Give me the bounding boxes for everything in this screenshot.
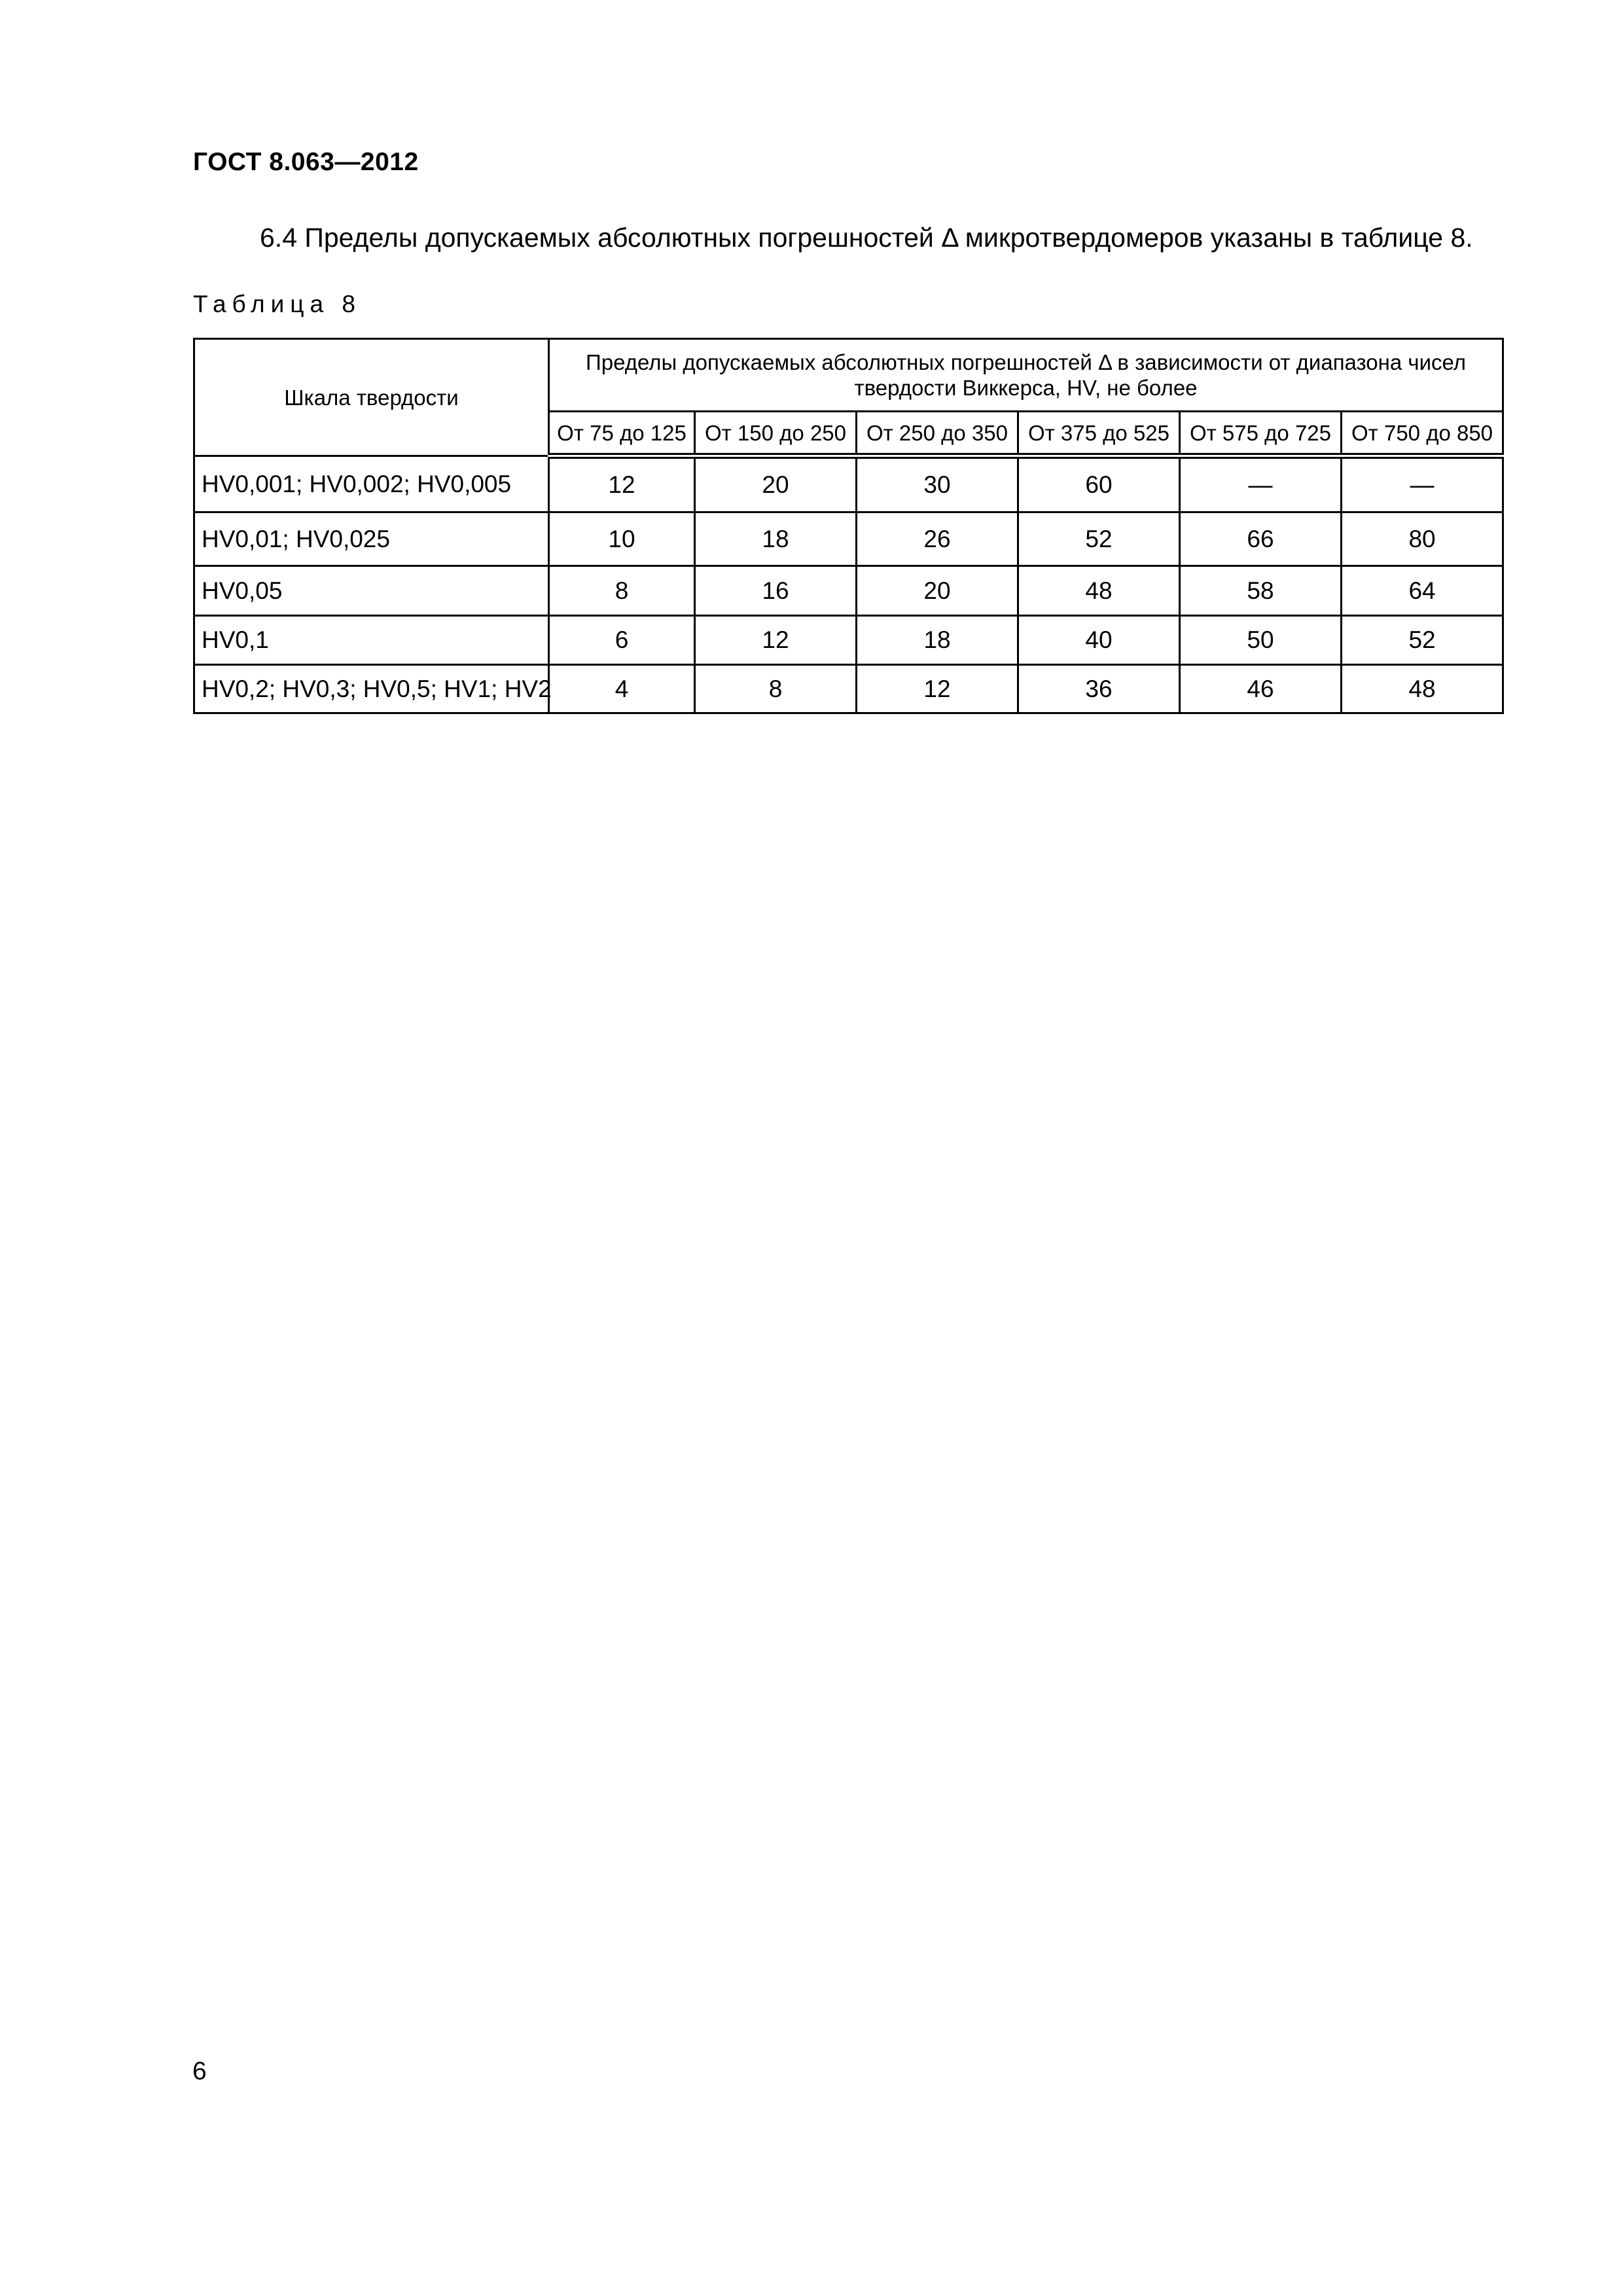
document-code: ГОСТ 8.063—2012 (193, 148, 419, 176)
value-cell: 30 (857, 456, 1018, 512)
scale-column-header: Шкала твердости (194, 339, 549, 456)
limits-column-header: Пределы допускаемых абсолютных погрешностей Δ в зависимости от диапазона чисел твердости Виккерса, HV, не более (549, 339, 1503, 412)
value-cell: 8 (549, 566, 695, 616)
value-cell: 60 (1018, 456, 1180, 512)
value-cell: 10 (549, 512, 695, 566)
value-cell: 20 (695, 456, 857, 512)
range-header: От 575 до 725 (1180, 412, 1342, 456)
range-header: От 375 до 525 (1018, 412, 1180, 456)
table-row (194, 456, 1503, 512)
value-cell: 52 (1342, 616, 1503, 665)
section-paragraph: 6.4 Пределы допускаемых абсолютных погрешностей Δ микротвердомеров указаны в таблице 8. (260, 223, 1473, 253)
value-cell: 18 (857, 616, 1018, 665)
value-cell: 50 (1180, 616, 1342, 665)
value-cell: 12 (695, 616, 857, 665)
table-row (194, 566, 1503, 616)
value-cell: 46 (1180, 665, 1342, 713)
range-header: От 75 до 125 (549, 412, 695, 456)
value-cell: 58 (1180, 566, 1342, 616)
error-limits-table (193, 338, 1504, 714)
table-row (194, 512, 1503, 566)
value-cell: — (1180, 456, 1342, 512)
value-cell: 6 (549, 616, 695, 665)
value-cell: 18 (695, 512, 857, 566)
value-cell: — (1342, 456, 1503, 512)
value-cell: 80 (1342, 512, 1503, 566)
value-cell: 40 (1018, 616, 1180, 665)
value-cell: 36 (1018, 665, 1180, 713)
value-cell: 8 (695, 665, 857, 713)
range-header: От 750 до 850 (1342, 412, 1503, 456)
table-caption: Таблица 8 (193, 291, 361, 317)
table-row (194, 616, 1503, 665)
table-row (194, 665, 1503, 713)
scale-cell: HV0,001; HV0,002; HV0,005 (194, 456, 549, 512)
value-cell: 26 (857, 512, 1018, 566)
range-header: От 250 до 350 (857, 412, 1018, 456)
scale-cell: HV0,1 (194, 616, 549, 665)
value-cell: 20 (857, 566, 1018, 616)
range-header: От 150 до 250 (695, 412, 857, 456)
value-cell: 12 (549, 456, 695, 512)
scale-cell: HV0,05 (194, 566, 549, 616)
table-header-row (194, 339, 1503, 412)
value-cell: 64 (1342, 566, 1503, 616)
scale-cell: HV0,01; HV0,025 (194, 512, 549, 566)
value-cell: 12 (857, 665, 1018, 713)
scale-cell: HV0,2; HV0,3; HV0,5; HV1; HV2 (194, 665, 549, 713)
value-cell: 48 (1018, 566, 1180, 616)
value-cell: 16 (695, 566, 857, 616)
value-cell: 52 (1018, 512, 1180, 566)
value-cell: 48 (1342, 665, 1503, 713)
value-cell: 4 (549, 665, 695, 713)
value-cell: 66 (1180, 512, 1342, 566)
page-number: 6 (192, 2057, 207, 2085)
